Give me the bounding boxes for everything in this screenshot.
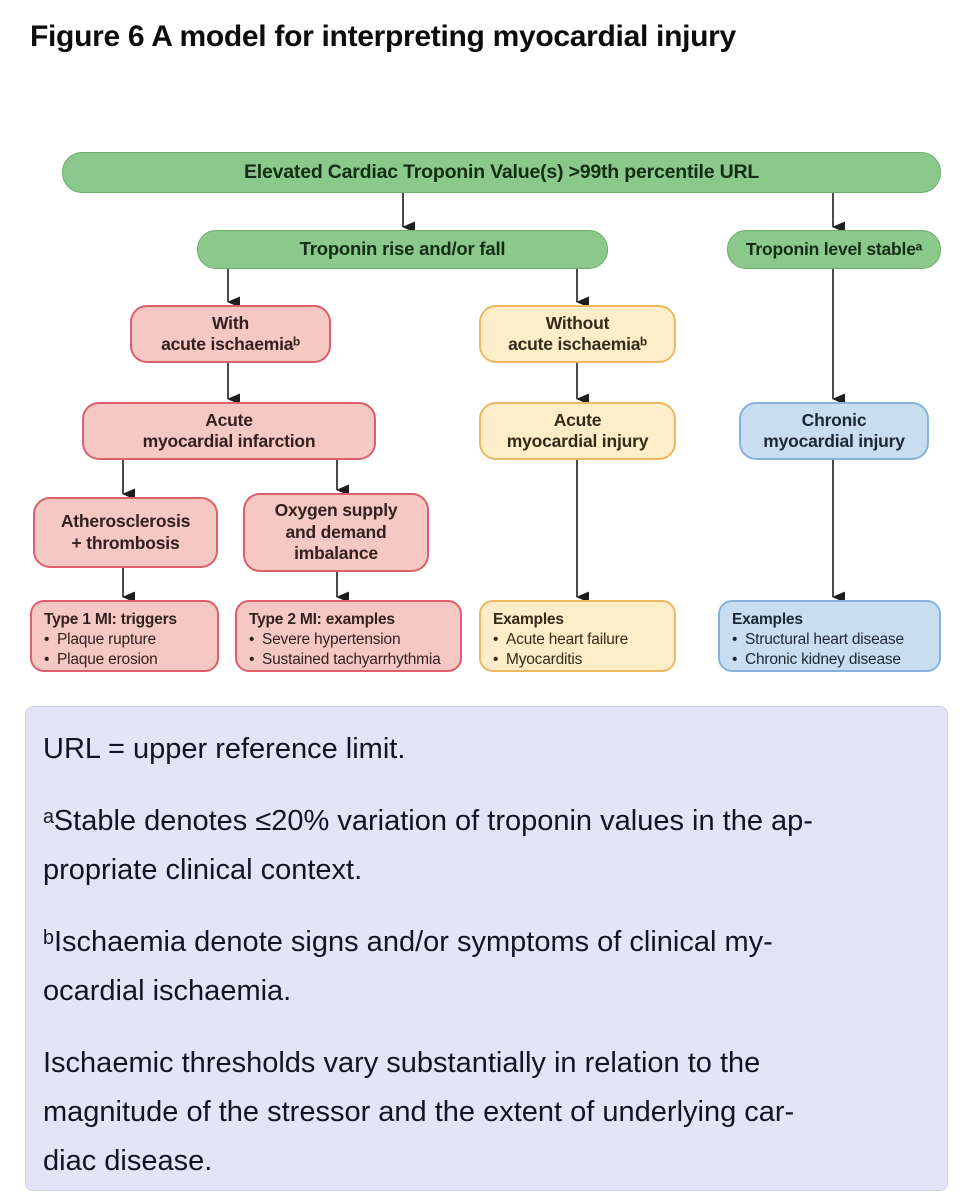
node-chronic-injury-examples — [718, 600, 941, 672]
node-atherosclerosis-thrombosis — [33, 497, 218, 568]
footnote-ischaemia: ᵇIschaemia denote signs and/or symptoms of clinical my- ocardial ischaemia. — [43, 926, 773, 1007]
node-label-line: and demand — [285, 521, 387, 542]
bullet-text: Acute heart failure — [506, 631, 628, 649]
bullet-text: Myocarditis — [506, 651, 583, 669]
node-chronic-myocardial-injury — [739, 402, 929, 460]
bullet-item — [249, 650, 450, 670]
node-label-line: acute ischaemiaᵇ — [161, 334, 300, 354]
node-elevated-troponin — [62, 152, 941, 193]
node-label-line: imbalance — [294, 543, 378, 564]
node-label-line: Oxygen supply — [274, 500, 398, 521]
bullet-item — [249, 630, 450, 650]
bullet-marker: • — [493, 651, 499, 669]
node-acute-myocardial-injury — [479, 402, 676, 460]
footnote-url: URL = upper reference limit. — [43, 733, 406, 765]
node-troponin-stable — [727, 230, 941, 269]
node-label-line: With — [212, 312, 249, 333]
bullet-item — [44, 630, 207, 650]
node-heading: Examples — [732, 611, 803, 628]
node-troponin-rise-fall — [197, 230, 608, 269]
bullet-marker: • — [732, 631, 738, 649]
node-label: Elevated Cardiac Troponin Value(s) >99th percentile URL — [243, 160, 760, 183]
bullet-text: Sustained tachyarrhythmia — [262, 651, 441, 669]
node-acute-injury-examples — [479, 600, 676, 672]
bullet-marker: • — [249, 651, 255, 669]
node-heading: Type 2 MI: examples — [249, 611, 395, 628]
bullet-item — [732, 650, 929, 670]
bullet-item — [732, 630, 929, 650]
footnote-panel — [25, 706, 948, 1191]
footnote-stable: ᵃStable denotes ≤20% variation of troponin values in the ap- propriate clinical context. — [43, 805, 813, 886]
bullet-marker: • — [732, 651, 738, 669]
bullet-text: Plaque erosion — [57, 651, 158, 669]
node-label-line: + thrombosis — [71, 532, 180, 553]
node-type2-mi-examples — [235, 600, 462, 672]
bullet-item — [44, 650, 207, 670]
node-heading: Type 1 MI: triggers — [44, 611, 177, 628]
bullet-item — [493, 650, 664, 670]
bullet-text: Severe hypertension — [262, 631, 401, 649]
bullet-item — [493, 630, 664, 650]
footnote-thresholds: Ischaemic thresholds vary substantially in relation to the magnitude of the stressor and the extent of underlying car- diac disease. — [43, 1047, 795, 1177]
figure-title: Figure 6 A model for interpreting myocardial injury — [30, 20, 736, 53]
node-label-line: myocardial injury — [506, 431, 649, 451]
bullet-text: Structural heart disease — [745, 631, 904, 649]
node-label: Troponin level stableᵃ — [745, 238, 923, 259]
node-label-line: Acute — [553, 409, 602, 430]
node-label-line: Without — [545, 312, 610, 333]
node-label-line: Acute — [205, 409, 253, 430]
node-label: Troponin rise and/or fall — [299, 238, 506, 260]
node-type1-mi-triggers — [30, 600, 219, 672]
bullet-marker: • — [44, 631, 50, 649]
node-acute-myocardial-infarction — [82, 402, 376, 460]
node-oxygen-supply-demand — [243, 493, 429, 572]
node-with-acute-ischaemia — [130, 305, 331, 363]
node-without-acute-ischaemia — [479, 305, 676, 363]
bullet-marker: • — [493, 631, 499, 649]
node-label-line: Atherosclerosis — [60, 511, 191, 532]
bullet-text: Chronic kidney disease — [745, 651, 901, 669]
node-label-line: myocardial injury — [763, 431, 905, 451]
node-heading: Examples — [493, 611, 564, 628]
node-label-line: acute ischaemiaᵇ — [508, 334, 647, 354]
node-label-line: myocardial infarction — [142, 431, 316, 451]
node-label-line: Chronic — [801, 409, 867, 430]
bullet-text: Plaque rupture — [57, 631, 156, 649]
bullet-marker: • — [44, 651, 50, 669]
bullet-marker: • — [249, 631, 255, 649]
